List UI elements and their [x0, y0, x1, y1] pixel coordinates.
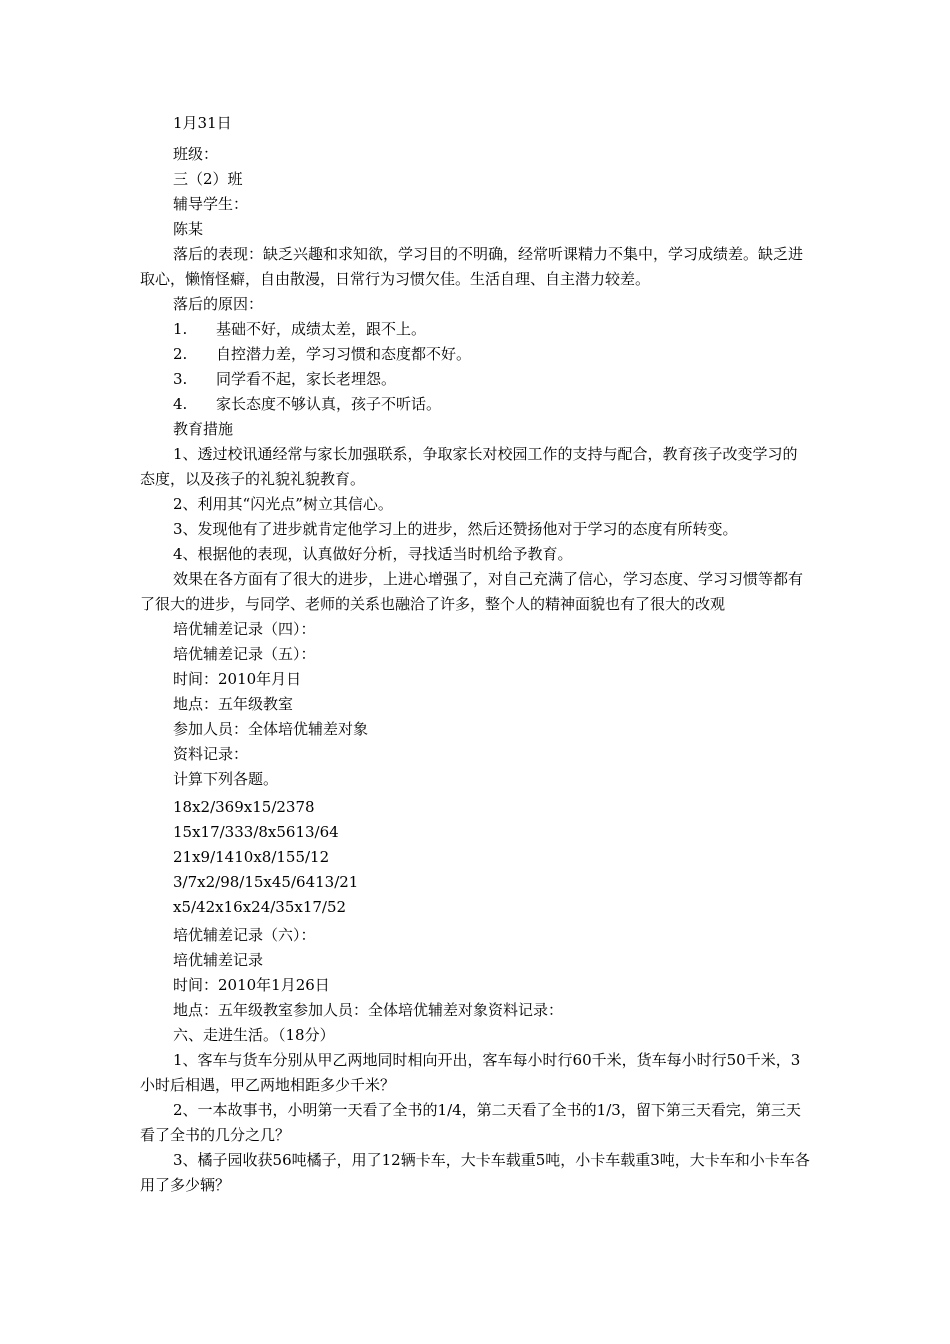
measure-item: 2、利用其“闪光点”树立其信心。	[173, 495, 393, 513]
measure-item: 4、根据他的表现，认真做好分析，寻找适当时机给予教育。	[173, 545, 573, 563]
reason-number: 1.	[173, 320, 188, 338]
reason-text: 同学看不起，家长老埋怨。	[216, 370, 397, 388]
record5-task: 计算下列各题。	[173, 770, 279, 788]
section6-heading: 六、走进生活。（18分）	[173, 1026, 335, 1044]
class-value: 三（2）班	[173, 170, 243, 188]
reason-item	[140, 392, 812, 417]
document-body	[140, 111, 812, 1198]
class-label: 班级：	[173, 145, 219, 163]
reason-number: 2.	[173, 345, 188, 363]
reason-item	[140, 342, 812, 367]
reason-number: 4.	[173, 395, 188, 413]
record6-place: 地点：五年级教室参加人员：全体培优辅差对象资料记录：	[173, 1001, 564, 1019]
date-line: 1月31日	[173, 114, 232, 132]
reason-text: 家长态度不够认真，孩子不听话。	[216, 395, 442, 413]
reason-item	[140, 367, 812, 392]
record6-title: 培优辅差记录（六）：	[173, 926, 316, 944]
student-value: 陈某	[173, 220, 204, 238]
calculation-line: x5/42x16x24/35x17/52	[173, 898, 347, 916]
record5-content-label: 资料记录：	[173, 745, 249, 763]
problem-item: 3、橘子园收获56吨橘子，用了12辆卡车，大卡车载重5吨，小卡车载重3吨，大卡车和小卡车各用了多少辆？	[140, 1151, 810, 1194]
effect-paragraph: 效果在各方面有了很大的进步，上进心增强了，对自己充满了信心，学习态度、学习习惯等都有了很大的进步，与同学、老师的关系也融洽了许多，整个人的精神面貌也有了很大的改观	[140, 570, 804, 613]
record6-subtitle: 培优辅差记录	[173, 951, 264, 969]
reason-text: 自控潜力差，学习习惯和态度都不好。	[216, 345, 472, 363]
behavior-paragraph: 落后的表现：缺乏兴趣和求知欲，学习目的不明确，经常听课精力不集中，学习成绩差。缺乏进取心，懒惰怪癖，自由散漫，日常行为习惯欠佳。生活自理、自主潜力较差。	[140, 245, 804, 288]
record5-title: 培优辅差记录（五）：	[173, 645, 316, 663]
calculation-line: 15x17/333/8x5613/64	[173, 823, 339, 841]
record5-place: 地点：五年级教室	[173, 695, 294, 713]
measure-item: 3、发现他有了进步就肯定他学习上的进步，然后还赞扬他对于学习的态度有所转变。	[173, 520, 738, 538]
reason-number: 3.	[173, 370, 188, 388]
measure-item: 1、透过校讯通经常与家长加强联系，争取家长对校园工作的支持与配合，教育孩子改变学习的态度，以及孩子的礼貌礼貌教育。	[140, 445, 798, 488]
problem-item: 2、一本故事书，小明第一天看了全书的1/4，第二天看了全书的1/3，留下第三天看完，第三天看了全书的几分之几？	[140, 1101, 801, 1144]
calculation-line: 21x9/1410x8/155/12	[173, 848, 330, 866]
calculation-line: 3/7x2/98/15x45/6413/21	[173, 873, 359, 891]
record6-time: 时间：2010年1月26日	[173, 976, 330, 994]
record5-people: 参加人员：全体培优辅差对象	[173, 720, 369, 738]
reason-item	[140, 317, 812, 342]
measures-heading: 教育措施	[173, 420, 234, 438]
record4-title: 培优辅差记录（四）：	[173, 620, 316, 638]
problem-item: 1、客车与货车分别从甲乙两地同时相向开出，客车每小时行60千米，货车每小时行50千米，3小时后相遇，甲乙两地相距多少千米？	[140, 1051, 801, 1094]
reasons-heading: 落后的原因：	[173, 295, 264, 313]
student-label: 辅导学生：	[173, 195, 249, 213]
calculation-line: 18x2/369x15/2378	[173, 798, 315, 816]
record5-time: 时间：2010年月日	[173, 670, 302, 688]
reason-text: 基础不好，成绩太差，跟不上。	[216, 320, 427, 338]
